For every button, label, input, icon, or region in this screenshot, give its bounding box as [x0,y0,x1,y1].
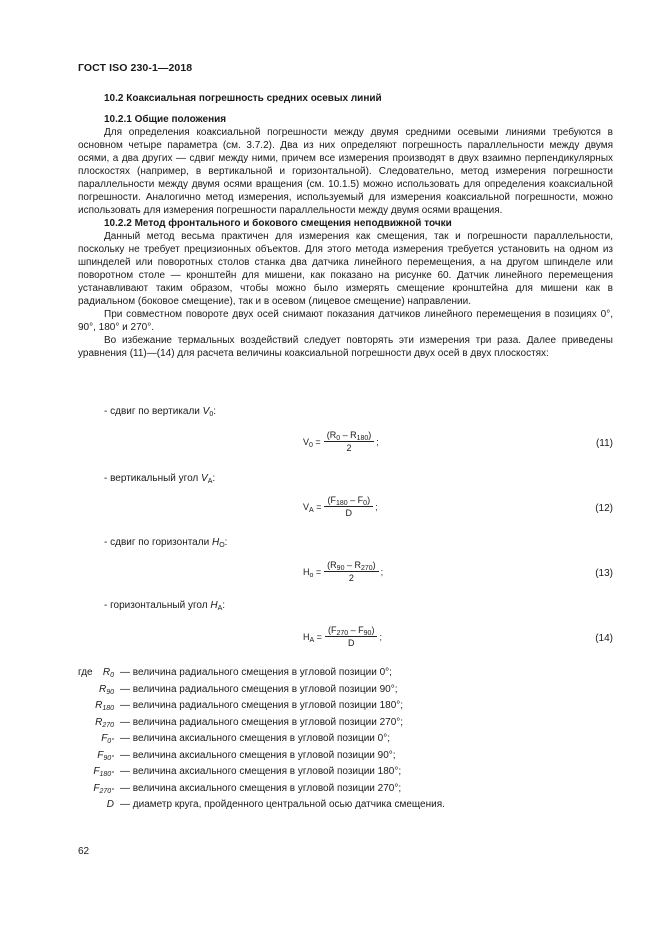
definition-symbol [76,766,114,777]
numerator-term-a-subscript: 90 [336,565,345,572]
numerator-term-b-symbol: F [358,625,364,635]
definition-text: — величина аксиального смещения в угловой позиции 90°; [120,749,396,761]
definition-symbol [76,783,114,794]
definition-row [78,684,598,698]
equation-expression [303,495,378,518]
fraction [324,495,373,518]
definition-symbol-letter: R [98,683,107,695]
definition-symbol [76,799,114,810]
list-item-variable [202,406,217,418]
fraction [325,625,378,648]
equation-lhs [303,632,322,642]
definition-symbol [76,733,114,744]
definition-text: — величина радиального смещения в угловой позиции 270°; [120,716,404,728]
numerator-term-a [330,430,340,440]
definition-symbol-subscript: 90 [106,688,114,696]
equation-expression [303,430,379,453]
subsection-2-title: 10.2.2 Метод фронтального и бокового смещения неподвижной точки [104,218,452,229]
list-item [104,473,215,484]
definition-row [78,799,598,813]
numerator-term-a [330,560,344,570]
equation-number: (12) [595,503,613,514]
fraction-numerator [324,560,379,572]
semicolon: ; [376,436,379,447]
numerator-term-a-symbol: R [329,430,337,440]
equation-expression [303,560,383,583]
subsection-2-paragraph-3: Во избежание термальных воздействий следует повторять эти измерения три раза. Далее приведены уравнения (11)—(14) для расчета величины коаксиальной погрешности двух осей в двух плоскостях: [78,335,613,359]
numerator-term-a-subscript: 0 [336,435,341,442]
subsection-2-paragraph-1: Данный метод весьма практичен для измерения как смещения, так и погрешности параллельности, поскольку не требует прецизионных объектов. Для этого метода измерения требуется установить на одном из шпинделей или поворотных столов станка два датчика линейного перемещения, а на другом шпинделе или поворотном столе — кронштейн для мишени, как показано на рисунке 60. Датчик линейного перемещения устанавливают таким образом, чтобы можно было измерять смещение кронштейна для мишени как в радиальном (боковое смещение), так и в осевом (лицевое смещение) направлении. [78,231,613,307]
numerator-term-a-subscript: 270 [336,630,349,637]
definition-text: — величина радиального смещения в угловой позиции 0°; [120,667,392,678]
numerator-term-b-symbol: F [357,495,364,505]
equation-14 [0,625,661,655]
numerator-term-a-symbol: F [330,625,337,635]
equation-lhs-subscript: 0 [309,441,313,449]
equation-lhs [303,437,321,447]
list-item [104,600,225,611]
list-item-variable-subscript: O [219,542,225,549]
definition-row [78,766,598,780]
definition-row [78,783,598,797]
definition-text: — величина радиального смещения в угловой позиции 90°; [120,683,398,695]
equation-lhs-symbol: H [303,566,310,577]
list-item-variable-symbol: V [202,406,210,417]
open-paren: ( [326,430,330,440]
semicolon: ; [375,501,378,512]
fraction [324,430,375,453]
where-label: где [78,667,93,678]
definition-row [78,733,598,747]
numerator-term-a [331,625,348,635]
definition-symbol-letter: D [106,799,114,810]
equation-lhs-symbol: V [303,501,310,512]
definition-row [78,750,598,764]
list-item-variable-subscript: A [217,605,223,612]
numerator-term-b [358,495,367,505]
equals-sign: = [313,501,322,512]
definition-symbol-subscript: 90° [103,754,114,762]
equals-sign: = [314,631,322,642]
equation-lhs [303,567,321,577]
equals-sign: = [312,436,321,447]
definition-row [78,717,598,731]
minus-sign: – [348,625,359,635]
list-item-colon: : [222,600,226,611]
numerator-term-b-subscript: 270 [360,565,373,572]
equation-13 [0,560,661,590]
fraction-denominator: D [345,508,352,518]
definition-symbol-letter: R [95,700,103,711]
open-paren: ( [327,495,331,505]
definition-symbol-subscript: 270 [102,721,114,729]
subsection-1-text: Для определения коаксиальной погрешности между двумя средними осевыми линиями требуются в основном четыре параметра (см. 3.7.2). Два из них определяют погрешность параллельности между двумя осями, а два других — сдвиг между ними, причем все измерения производят в двух взаимно перпендикулярных плоскостях (например, в вертикальной и горизонтальной). Следовательно, метод измерения погрешности параллельности между двумя осями вращения (см. 10.1.5) можно использовать для определения коаксиальной погрешности. Аналогично метод измерения, используемый для измерения коаксиальной погрешности, можно использовать для измерения погрешности параллельности между двумя осями вращения. [78,127,613,216]
definition-symbol-letter: R [95,716,103,728]
numerator-term-a-symbol: R [330,560,337,570]
list-item-variable-subscript: 0 [209,411,214,418]
list-item-colon: : [224,537,228,548]
numerator-term-b [358,625,371,635]
fraction-denominator: D [347,638,355,648]
open-paren: ( [327,560,331,570]
list-item-variable-symbol: V [201,473,208,484]
minus-sign: – [344,560,355,570]
definition-row [78,700,598,714]
standard-header: ГОСТ ISO 230-1—2018 [78,62,193,74]
fraction-numerator [324,430,375,442]
list-item-variable-symbol: H [211,537,220,548]
definition-symbol-letter: R [102,667,111,678]
fraction-denominator: 2 [346,443,352,453]
equation-lhs-symbol: H [303,631,310,642]
definition-text: — величина радиального смещения в угловой позиции 180°; [120,700,404,711]
definition-text: — величина аксиального смещения в угловой позиции 180°; [120,766,402,777]
close-paren: ) [371,625,375,635]
definition-symbol-letter: F [93,766,100,777]
numerator-term-b [350,430,368,440]
definition-symbol [76,684,114,695]
list-item-colon: : [212,473,216,484]
definition-symbol-letter: F [97,749,104,761]
close-paren: ) [372,560,376,570]
section-body [78,113,613,360]
definition-symbol [76,717,114,728]
list-item [104,406,216,417]
definition-text: — диаметр круга, пройденного центральной осью датчика смещения. [120,799,445,810]
list-item [104,537,227,548]
section-title: 10.2 Коаксиальная погрешность средних осевых линий [104,93,382,104]
list-item-text: - сдвиг по вертикали [104,406,203,417]
list-item-variable [212,537,225,548]
list-item-text: - вертикальный угол [104,473,202,484]
numerator-term-a-subscript: 180 [335,500,348,507]
definition-symbol-letter: F [93,782,100,794]
definition-text: — величина аксиального смещения в угловой позиции 270°; [120,782,402,794]
semicolon: ; [380,566,384,577]
fraction-denominator: 2 [348,573,354,583]
definition-text: — величина аксиального смещения в угловой позиции 0°; [120,733,390,744]
open-paren: ( [327,625,331,635]
definition-symbol-subscript: 0° [107,738,114,745]
numerator-term-a [330,495,347,505]
list-item-text: - горизонтальный угол [104,600,211,611]
equation-lhs-subscript: o [309,571,314,579]
definition-symbol [76,750,114,761]
equation-expression [303,625,382,648]
equation-lhs-subscript: A [309,636,315,644]
fraction [324,560,379,583]
numerator-term-b-subscript: 0 [363,500,368,507]
definition-symbol [76,667,114,678]
close-paren: ) [368,430,372,440]
fraction-numerator [325,625,378,637]
definition-row [78,667,598,681]
definition-symbol-subscript: 270° [99,787,114,795]
definition-symbol-subscript: 0 [110,672,114,679]
list-item-variable-subscript: A [207,478,213,485]
equation-lhs [303,502,321,512]
equation-12 [0,495,661,525]
numerator-term-b-symbol: R [350,430,357,440]
list-item-colon: : [213,406,217,417]
page-number: 62 [78,846,90,857]
list-item-variable [201,473,212,484]
definition-symbol-letter: F [101,733,108,744]
numerator-term-a-symbol: F [330,495,336,505]
definition-symbol-subscript: 180 [102,705,114,712]
numerator-term-b-symbol: R [354,560,361,570]
list-item-text: - сдвиг по горизонтали [104,537,212,548]
minus-sign: – [347,495,358,505]
fraction-numerator [324,495,373,507]
definition-symbol-subscript: 180° [99,771,114,778]
equals-sign: = [313,566,322,577]
equation-lhs-symbol: V [303,436,310,447]
equation-11 [0,430,661,460]
subsection-1-title: 10.2.1 Общие положения [104,114,227,125]
numerator-term-b [354,560,372,570]
equation-lhs-subscript: A [309,506,314,514]
equation-number: (11) [595,438,613,449]
semicolon: ; [379,631,382,642]
subsection-2-paragraph-2: При совместном повороте двух осей снимают показания датчиков линейного перемещения в позициях 0°, 90°, 180° и 270°. [78,309,613,333]
close-paren: ) [367,495,371,505]
numerator-term-b-subscript: 90 [363,630,372,637]
minus-sign: – [340,430,351,440]
equation-number: (14) [595,633,613,644]
numerator-term-b-subscript: 180 [356,435,369,442]
definition-symbol [76,700,114,711]
equation-number: (13) [595,568,613,579]
list-item-variable-symbol: H [210,600,218,611]
list-item-variable [210,600,222,611]
